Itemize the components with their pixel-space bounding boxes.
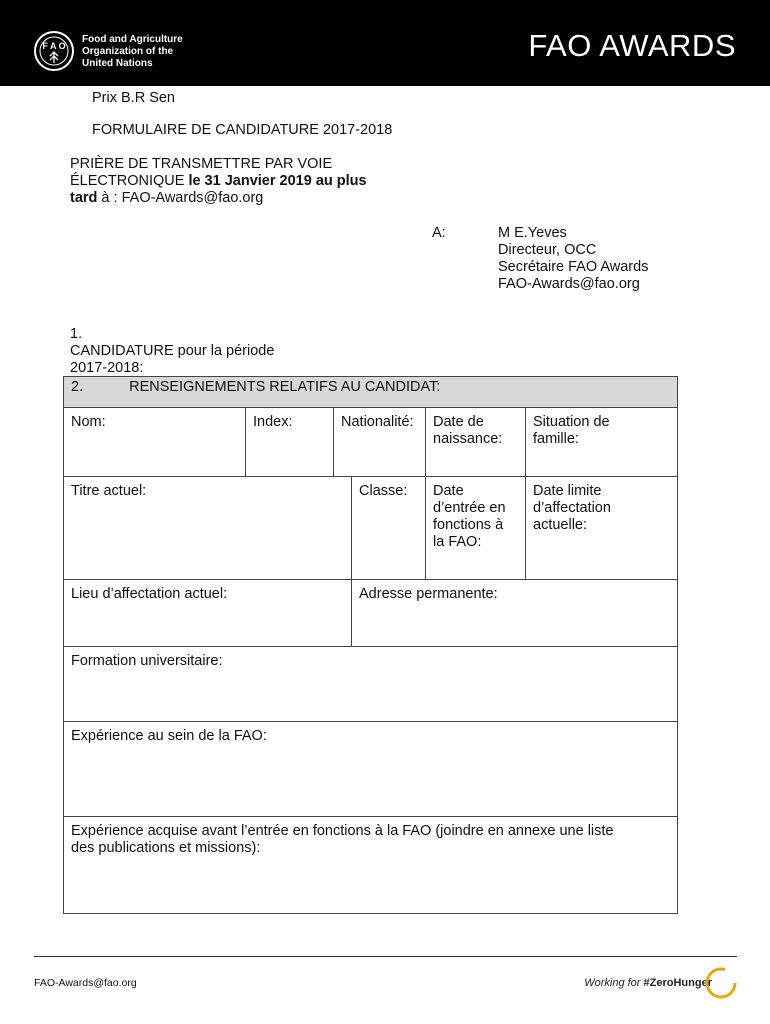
footer-email: FAO-Awards@fao.org [34,977,137,989]
instructions-line3 [70,190,367,207]
field-date-limite-label-3: actuelle: [533,517,588,533]
prize-name: Prix B.R Sen [92,90,175,106]
recipient-email: FAO-Awards@fao.org [498,276,640,292]
field-formation-label: Formation universitaire: [71,653,223,669]
field-date-entree-label-3: fonctions à [433,517,504,533]
page-title: FAO AWARDS [528,28,736,63]
field-experience-avant-label-2: des publications et missions): [71,840,261,856]
instructions-tard: tard [70,190,98,206]
recipient-block [498,225,648,293]
zero-hunger-hashtag: #ZeroHunger [643,977,712,989]
field-date-entree-label-2: d’entrée en [433,500,506,516]
zero-hunger-tagline: Working for [584,977,641,989]
recipient-label: A: [432,225,446,241]
instructions-line2 [70,173,367,190]
instructions-line2-normal: ÉLECTRONIQUE [70,173,189,189]
field-adresse-permanente[interactable] [352,580,678,647]
section-2-title: RENSEIGNEMENTS RELATIFS AU CANDIDAT: [129,379,441,395]
field-situation-famille[interactable] [526,408,678,477]
section-2-number: 2. [71,379,84,395]
field-classe[interactable] [352,477,426,580]
field-situation-label-1: Situation de [533,414,610,430]
field-experience-fao[interactable] [64,722,678,817]
zero-hunger-logo [584,977,712,989]
org-name-line3: United Nations [82,58,153,69]
field-date-limite-label-1: Date limite [533,483,602,499]
field-nom-label: Nom: [71,414,106,430]
field-date-entree-label-1: Date [433,483,464,499]
field-date-entree-label-4: la FAO: [433,534,482,550]
recipient-name: M E.Yeves [498,225,567,241]
field-date-limite[interactable] [526,477,678,580]
org-name [82,34,183,70]
footer-divider [34,956,737,957]
field-lieu-label: Lieu d’affectation actuel: [71,586,228,602]
field-formation[interactable] [64,647,678,722]
section-1-number: 1. [70,326,83,342]
field-nom[interactable] [64,408,246,477]
field-date-entree[interactable] [426,477,526,580]
instructions-email: à : FAO-Awards@fao.org [97,190,264,206]
field-adresse-label: Adresse permanente: [359,586,498,602]
field-date-limite-label-2: d’affectation [533,500,611,516]
section-1-text: CANDIDATURE pour la période [70,343,275,359]
org-name-line1: Food and Agriculture [82,34,183,45]
svg-text:F A O: F A O [42,41,66,51]
section-2-header [64,377,678,408]
field-date-naissance-label-1: Date de [433,414,484,430]
section-1 [70,326,274,377]
instructions [70,156,367,207]
field-index[interactable] [246,408,334,477]
field-experience-avant[interactable] [64,817,678,914]
field-nationalite-label: Nationalité: [341,414,414,430]
form-title: FORMULAIRE DE CANDIDATURE 2017-2018 [92,122,393,138]
field-experience-avant-label-1: Expérience acquise avant l’entrée en fonctions à la FAO (joindre en annexe une liste [71,823,614,839]
section-1-heading [70,326,274,360]
org-name-line2: Organization of the [82,46,174,57]
recipient-secretary: Secrétaire FAO Awards [498,259,649,275]
candidate-form-table [63,376,678,914]
field-experience-fao-label: Expérience au sein de la FAO: [71,728,267,744]
field-classe-label: Classe: [359,483,408,499]
zero-hunger-ring-icon [704,966,738,1000]
field-situation-label-2: famille: [533,431,579,447]
field-date-naissance[interactable] [426,408,526,477]
field-nationalite[interactable] [334,408,426,477]
section-1-period: 2017-2018: [70,360,144,376]
field-date-naissance-label-2: naissance: [433,431,503,447]
instructions-line1: PRIÈRE DE TRANSMETTRE PAR VOIE [70,156,333,172]
instructions-deadline: le 31 Janvier 2019 au plus [188,173,367,189]
header-bar [0,0,770,86]
recipient-role: Directeur, OCC [498,242,597,258]
field-titre-actuel[interactable] [64,477,352,580]
field-titre-label: Titre actuel: [71,483,147,499]
fao-emblem-icon [33,30,75,72]
field-index-label: Index: [253,414,293,430]
field-lieu-affectation[interactable] [64,580,352,647]
